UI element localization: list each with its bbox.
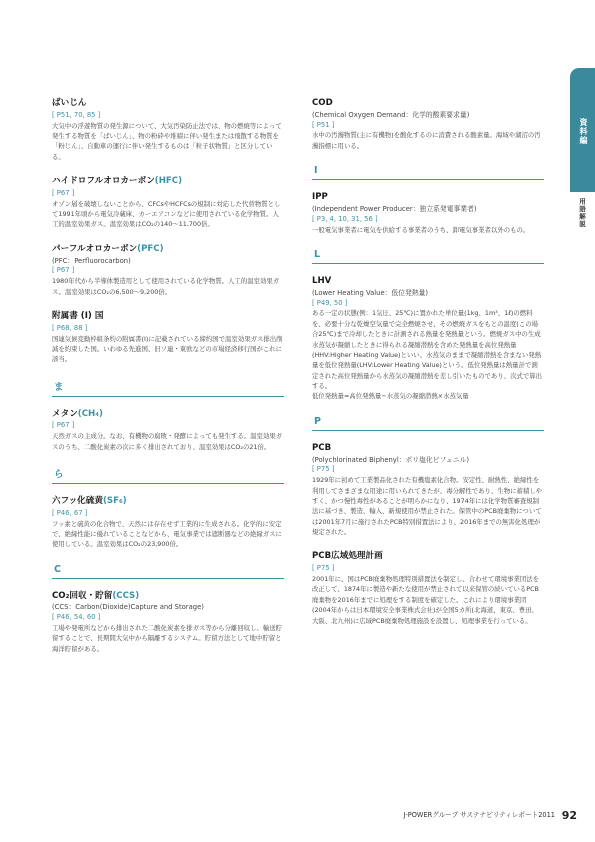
glossary-entry-baijin [52,98,284,162]
entry-description: 天然ガスの主成分。なお、有機物の腐敗・発酵によっても発生する。温室効果ガスのうち、二酸化炭素の次に多く排出されており、温室効果はCO₂の21倍。 [52,432,283,451]
entry-description: 1980年代から半導体製造用として使用されている化学物質。人工的温室効果ガス。温室効果はCO₂の6,500～9,200倍。 [52,277,280,296]
entry-description: ある一定の状態(例：1気圧、25℃)に置かれた単位量(1kg、1m³、1ℓ)の燃料を、必要十分な乾燥空気量で完全燃焼させ、その燃焼ガスをもとの温度(この場合25℃)まで冷却したときに計測される熱量を発熱量という。燃焼ガス中の生成水蒸気が凝縮したときに得られる凝縮潜熱を含めた発熱量を高位発熱量(HHV:Higher Heating Value)といい、水蒸気のままで凝縮潜熱を含まない発熱量を低位発熱量(LHV:Lower Heating Value)という。低位発熱量は熱量計で測定された高位発熱量から水蒸気の凝縮潜熱を差し引いたものであり、次式で算出する。 [312,309,543,391]
glossary-entry-ipp [312,192,544,235]
entry-pages: [ P67 ] [52,266,75,275]
entry-description: 工場や発電所などから排出された二酸化炭素を排ガス等から分離回収し、輸送貯留することで、長期間大気中から隔離するシステム。貯留方法として地中貯留と海洋貯留がある。 [52,624,283,653]
entry-abbr: (CH₄) [77,408,103,419]
section-heading-p: P [312,416,544,431]
entry-pages: [ P75 ] [312,564,335,573]
glossary-entry-pcb-plan [312,551,544,625]
entry-pages: [ P49, 50 ] [312,298,348,307]
section-heading-l: L [312,249,544,264]
entry-pages: [ P51 ] [312,120,335,129]
entry-pages: [ P75 ] [312,465,335,474]
entry-pages: [ P46, 67 ] [52,508,88,517]
entry-abbr: (PFC) [137,243,164,254]
entry-description: オゾン層を破壊しないことから、CFCsやHCFCsの規制に対応した代替物質として1991年頃から電気冷蔵庫、カーエアコンなどに使用されている化学物質。人工的温室効果ガス。温室効果はCO₂の140～11,700倍。 [52,199,281,229]
entry-subtitle: (Chemical Oxygen Demand：化学的酸素要求量) [312,110,470,119]
entry-pages: [ P46, 54, 60 ] [52,613,101,622]
entry-abbr: (HFC) [154,176,183,187]
glossary-left-column [52,98,284,668]
entry-subtitle: (Lower Heating Value：低位発熱量) [312,288,429,297]
entry-term: PCB広域処理計画 [312,551,383,562]
entry-pages: [ P67 ] [52,188,75,197]
glossary-entry-pfc [52,244,284,297]
glossary-entry-pcb [312,443,544,538]
entry-pages: [ P51, 70, 85 ] [52,110,101,119]
glossary-entry-ccs [52,591,284,655]
entry-abbr: (SF₆) [102,495,127,506]
entry-pages: [ P3, 4, 10, 31, 56 ] [312,214,378,223]
entry-subtitle: (CCS：Carbon(Dioxide)Capture and Storage) [52,603,204,612]
entry-term: メタン(CH₄) [52,408,103,419]
glossary-entry-sf6 [52,496,284,550]
entry-description: 水中の汚濁物質(主に有機物)を酸化するのに消費される酸素量。海域や湖沼の汚濁指標に用いる。 [312,131,541,150]
glossary-entry-methane [52,409,284,452]
entry-description: 一般電気事業者に電気を供給する事業者のうち、卸電気事業者以外のもの。 [312,225,530,234]
entry-term: CO₂回収・貯留(CCS) [52,590,140,601]
entry-term: 六フッ化硫黄(SF₆) [52,495,127,506]
section-heading-c: C [52,564,284,579]
glossary-entry-hfc [52,176,284,230]
glossary-entry-cod [312,98,544,151]
entry-term: ばいじん [52,98,87,108]
section-heading-ra: ら [52,466,284,484]
entry-term: 附属書 (I) 国 [52,310,104,321]
footer-report-title: J-POWERグループ サステナビリティレポート2011 [403,811,555,819]
section-tab-label: 資料編 [579,118,588,145]
entry-term: ハイドロフルオロカーボン(HFC) [52,176,183,187]
section-heading-i: I [312,165,544,180]
entry-term: LHV [312,275,332,286]
entry-description: 国連気候変動枠組条約の附属書(I)に記載されている締約国で温室効果ガス排出削減を約束した国。いわゆる先進国、旧ソ連・東欧などの市場経済移行国がこれに該当。 [52,334,283,364]
entry-subtitle: (Independent Power Producer：独立系発電事業者) [312,204,477,213]
entry-pages: [ P67 ] [52,421,75,430]
entry-pages: [ P68, 88 ] [52,323,88,332]
section-heading-ma: ま [52,379,284,397]
entry-description: フッ素と硫黄の化合物で、天然には存在せず工業的に生成される。化学的に安定で、絶縁性能に優れていることなどから、電気事業では遮断器などの絶縁ガスに使用している。温室効果はCO₂の23,900倍。 [52,519,282,549]
glossary-right-column [312,98,544,640]
entry-subtitle: (Polychlorinated Biphenyl：ポリ塩化ビフェニル) [312,455,470,464]
entry-term: IPP [312,192,328,203]
glossary-entry-annex1 [52,311,284,365]
entry-abbr: (CCS) [112,590,140,601]
entry-subtitle: (PFC：Perfluorocarbon) [52,256,131,265]
page-number: 92 [561,809,577,822]
entry-term: COD [312,98,333,108]
glossary-entry-lhv [312,276,544,402]
entry-description: 2001年に、国はPCB廃棄物処理特別措置法を制定し、合わせて環境事業団法を改正して、1874年に製造や新たな使用が禁止されて以来保管の続いているPCB廃棄物を2016年までに処理をする制度を確定した。これにより環境事業団(2004年からは日本環境安全事業株式会社)が全国5カ所(北海道、東京、豊田、大阪、北九州)に広域PCB廃棄物処理施設を設置し、処理事業を行っている。 [312,575,540,625]
entry-formula: 低位発熱量=高位発熱量−水蒸気の凝縮潜熱×水蒸気量 [312,392,469,401]
entry-term: パーフルオロカーボン(PFC) [52,243,164,254]
section-tab-sublabel: 用語解説 [578,198,586,228]
entry-term: PCB [312,442,332,453]
entry-description: 1929年に初めて工業製品化された有機塩素化合物。安定性、耐熱性、絶縁性を利用してさまざまな用途に用いられてきたが、毒分解性であり、生物に蓄積しやすく、かつ慢性毒性があることが明らかになり、1974年には化学物質審査規制法に基づき、製造、輸入、新規使用が禁止された。保管中のPCB廃棄物については2001年7月に施行されたPCB特別措置法により、2016年までの無害化処理が規定された。 [312,476,543,537]
entry-description: 大気中の浮遊物質の発生源について、大気汚染防止法では、物の燃焼等によって発生する物質を「ばいじん」、物の粉砕や堆積に伴い発生または飛散する物質を「粉じん」、自動車の運行に伴い発生するものは「粒子状物質」と区分している。 [52,121,282,161]
